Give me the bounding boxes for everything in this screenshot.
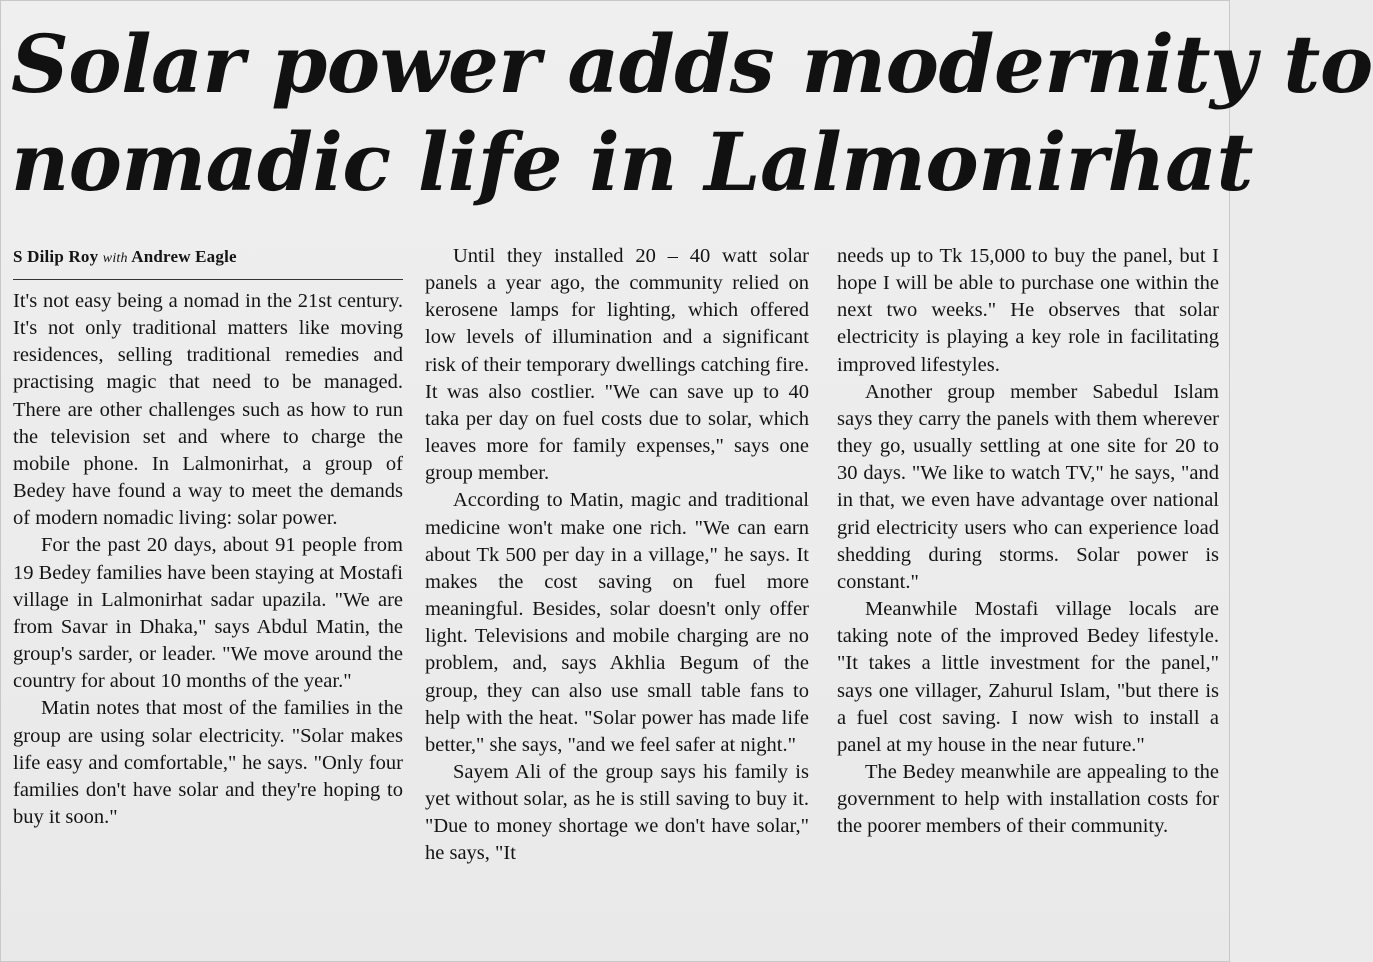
byline-with: with (102, 251, 128, 266)
headline-line-1: Solar power adds modernity to (11, 17, 1373, 111)
article-column-3 (837, 243, 1219, 840)
paragraph: According to Matin, magic and traditional medicine won't make one rich. "We can earn about Tk 500 per day in a village," he says. It makes the cost saving on fuel more meaningful. Besides, solar doesn't only offer light. Televisions and mobile charging are no problem, and, says Akhlia Begum of the group, they can also use small table fans to help with the heat. "Solar power has made life better," she says, "and we feel safer at night." (425, 489, 809, 756)
byline-author-2: Andrew Eagle (131, 247, 237, 266)
article-column-1 (13, 288, 403, 831)
headline-line-2: nomadic life in Lalmonirhat (11, 115, 1253, 209)
paragraph: Another group member Sabedul Islam says they carry the panels with them wherever they go, usually settling at one site for 20 to 30 days. "We like to watch TV," he says, "and in that, we even have advantage over national grid electricity users who can experience load shedding during storms. Solar power is constant." (837, 380, 1219, 593)
paragraph: Until they installed 20 – 40 watt solar panels a year ago, the community relied on kerosene lamps for lighting, which offered low levels of illumination and a significant risk of their temporary dwellings catching fire. It was also costlier. "We can save up to 40 taka per day on fuel costs due to solar, which leaves more for family expenses," says one group member. (425, 245, 809, 485)
byline-author-1: S Dilip Roy (13, 247, 99, 266)
paragraph: The Bedey meanwhile are appealing to the government to help with installation costs for the poorer members of their community. (837, 760, 1219, 838)
paragraph: Meanwhile Mostafi village locals are taking note of the improved Bedey lifestyle. "It takes a little investment for the panel," says one villager, Zahurul Islam, "but there is a fuel cost saving. I now wish to install a panel at my house in the near future." (837, 598, 1219, 756)
article-column-2 (425, 243, 809, 868)
paragraph: Sayem Ali of the group says his family is yet without solar, as he is still saving to buy it. "Due to money shortage we don't have solar," he says, "It (425, 760, 809, 865)
paragraph: Matin notes that most of the families in the group are using solar electricity. "Solar makes life easy and comfortable," he says. "Only four families don't have solar and they're hoping to buy it soon." (13, 697, 403, 828)
byline-rule (13, 279, 403, 280)
headline (11, 15, 1373, 211)
paragraph: needs up to Tk 15,000 to buy the panel, but I hope I will be able to purchase one within the next two weeks." He observes that solar electricity is playing a key role in facilitating improved lifestyles. (837, 245, 1219, 376)
paragraph: It's not easy being a nomad in the 21st century. It's not only traditional matters like moving residences, selling traditional remedies and practising magic that need to be managed. There are other challenges such as how to run the television set and where to charge the mobile phone. In Lalmonirhat, a group of Bedey have found a way to meet the demands of modern nomadic living: solar power. (13, 290, 403, 530)
paragraph: For the past 20 days, about 91 people from 19 Bedey families have been staying at Mostafi village in Lalmonirhat sadar upazila. "We are from Savar in Dhaka," says Abdul Matin, the group's sarder, or leader. "We move around the country for about 10 months of the year." (13, 534, 403, 693)
byline (13, 247, 403, 267)
